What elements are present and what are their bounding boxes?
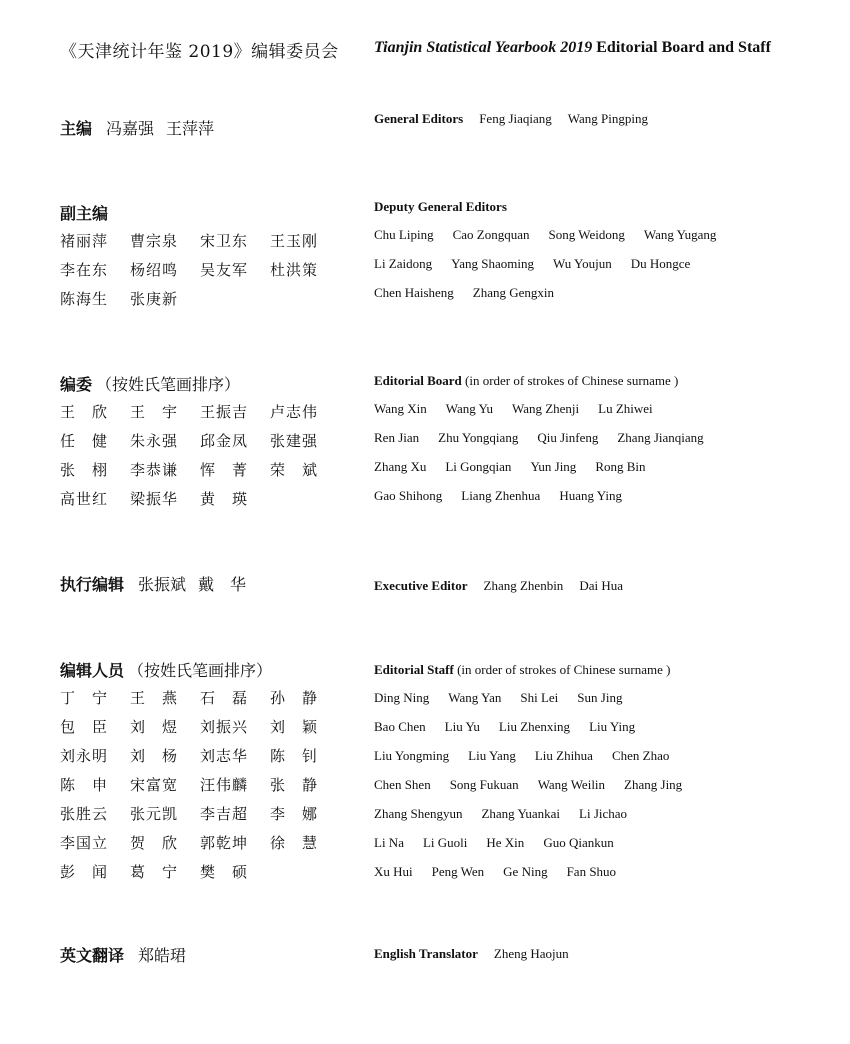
cn-name: 梁振华 <box>130 490 179 508</box>
cn-name-row <box>60 456 340 485</box>
cn-name: 戴 华 <box>198 575 247 594</box>
en-name: Sun Jing <box>577 690 623 705</box>
en-name: Zheng Haojun <box>493 946 569 961</box>
cn-name: 王 欣 <box>60 403 109 421</box>
en-general-editors-section <box>374 106 648 132</box>
en-name: Wang Weilin <box>537 777 606 792</box>
en-name: Wang Yugang <box>643 227 717 242</box>
cn-general-editors-section <box>60 116 226 142</box>
cn-name: 李 娜 <box>270 805 319 823</box>
en-name-row <box>374 220 735 249</box>
cn-name: 张庚新 <box>130 290 179 308</box>
en-name: Yang Shaoming <box>451 256 534 271</box>
en-executive-editor-section <box>374 573 623 599</box>
cn-name: 张元凯 <box>130 805 179 823</box>
en-name: Chu Liping <box>374 227 434 242</box>
en-title-yearbook: Tianjin Statistical Yearbook 2019 <box>374 39 593 56</box>
cn-name-row <box>60 427 340 456</box>
en-page-title <box>374 39 771 57</box>
en-deputy-editors-section <box>374 194 735 307</box>
cn-editorial-board-note: （按姓氏笔画排序） <box>96 375 241 394</box>
en-deputy-editors-title-line <box>374 194 735 220</box>
en-name: Li Na <box>374 835 404 850</box>
en-name: Peng Wen <box>431 864 485 879</box>
en-name: Bao Chen <box>374 719 426 734</box>
en-name: Zhang Yuankai <box>481 806 561 821</box>
cn-name: 恽 菁 <box>200 461 249 479</box>
en-name: Gao Shihong <box>374 488 443 503</box>
cn-name: 荣 斌 <box>270 461 319 479</box>
en-name: Xu Hui <box>374 864 413 879</box>
en-name: Song Weidong <box>548 227 625 242</box>
en-name: Chen Zhao <box>611 748 670 763</box>
cn-name-row <box>60 713 340 742</box>
cn-name: 陈海生 <box>60 290 109 308</box>
cn-name: 王 宇 <box>130 403 179 421</box>
en-general-editors-title: General Editors <box>374 111 464 126</box>
cn-name-row <box>60 742 340 771</box>
en-name: Qiu Jinfeng <box>537 430 599 445</box>
cn-name: 徐 慧 <box>270 834 319 852</box>
en-editorial-staff-title-line <box>374 657 701 683</box>
cn-name: 张建强 <box>270 432 319 450</box>
cn-editorial-board-section <box>60 372 340 514</box>
en-name: Wang Yan <box>448 690 502 705</box>
cn-name-row <box>60 256 340 285</box>
cn-general-editors-names <box>106 119 226 138</box>
en-name-row <box>374 481 723 510</box>
en-translator-line <box>374 941 569 967</box>
en-name-row <box>374 770 701 799</box>
cn-page-title: 《天津统计年鉴 2019》编辑委员会 <box>60 42 339 62</box>
cn-name: 彭 闻 <box>60 863 109 881</box>
cn-editorial-staff-section <box>60 658 340 887</box>
en-name: Li Gongqian <box>445 459 512 474</box>
en-name: Wu Youjun <box>552 256 612 271</box>
cn-name-row <box>60 771 340 800</box>
en-name: Wang Pingping <box>567 111 648 126</box>
en-name-row <box>374 712 701 741</box>
en-editorial-board-title: Editorial Board <box>374 373 462 388</box>
cn-name: 张振斌 <box>138 575 187 594</box>
en-name-row <box>374 452 723 481</box>
cn-name-row <box>60 485 340 514</box>
en-name-row <box>374 828 701 857</box>
en-name: Shi Lei <box>520 690 559 705</box>
cn-name: 宋卫东 <box>200 232 249 250</box>
cn-name: 张胜云 <box>60 805 109 823</box>
en-editorial-staff-title: Editorial Staff <box>374 662 454 677</box>
cn-name-row <box>60 858 340 887</box>
cn-name: 葛 宁 <box>130 863 179 881</box>
cn-name: 樊 硕 <box>200 863 249 881</box>
cn-deputy-editors-title: 副主编 <box>60 204 109 223</box>
en-name: Zhu Yongqiang <box>438 430 519 445</box>
cn-executive-editor-title: 执行编辑 <box>60 575 125 594</box>
cn-name: 冯嘉强 <box>106 119 155 138</box>
en-editorial-staff-section <box>374 657 701 886</box>
en-name: Zhang Jianqiang <box>617 430 704 445</box>
cn-name: 刘振兴 <box>200 718 249 736</box>
cn-name: 王萍萍 <box>166 119 215 138</box>
cn-name: 李吉超 <box>200 805 249 823</box>
en-name: Feng Jiaqiang <box>479 111 552 126</box>
en-translator-section <box>374 941 569 967</box>
en-name: Li Jichao <box>579 806 628 821</box>
cn-name: 汪伟麟 <box>200 776 249 794</box>
en-name-row <box>374 799 701 828</box>
cn-name: 包 臣 <box>60 718 109 736</box>
cn-name: 刘志华 <box>200 747 249 765</box>
en-name-row <box>374 278 735 307</box>
en-name: Guo Qiankun <box>543 835 614 850</box>
cn-name: 贺 欣 <box>130 834 179 852</box>
en-title-rest: Editorial Board and Staff <box>592 39 771 56</box>
cn-name: 卢志伟 <box>270 403 319 421</box>
en-name: Zhang Jing <box>624 777 683 792</box>
en-name: Chen Haisheng <box>374 285 454 300</box>
cn-name: 张 静 <box>270 776 319 794</box>
en-name-row <box>374 423 723 452</box>
cn-editorial-staff-note: （按姓氏笔画排序） <box>128 661 273 680</box>
en-name: Cao Zongquan <box>452 227 530 242</box>
en-name: Huang Ying <box>559 488 623 503</box>
cn-name: 刘 煜 <box>130 718 179 736</box>
en-name: Ge Ning <box>503 864 548 879</box>
en-name: Wang Zhenji <box>511 401 580 416</box>
cn-name: 黄 瑛 <box>200 490 249 508</box>
en-editorial-staff-note: (in order of strokes of Chinese surname ) <box>453 662 671 677</box>
en-name: Li Guoli <box>422 835 468 850</box>
cn-name: 郭乾坤 <box>200 834 249 852</box>
en-executive-editor-line <box>374 573 623 599</box>
cn-name-row <box>60 800 340 829</box>
cn-name-row <box>60 285 340 314</box>
en-name: Zhang Xu <box>374 459 427 474</box>
cn-executive-editor-section <box>60 572 258 598</box>
en-name: Ding Ning <box>374 690 430 705</box>
cn-name: 刘 颖 <box>270 718 319 736</box>
cn-general-editors-line <box>60 116 226 142</box>
cn-executive-editor-names <box>138 575 258 594</box>
en-name: Chen Shen <box>374 777 431 792</box>
en-name: Fan Shuo <box>566 864 617 879</box>
cn-name: 高世红 <box>60 490 109 508</box>
cn-editorial-board-title: 编委 <box>60 375 93 394</box>
cn-name: 陈 申 <box>60 776 109 794</box>
cn-editorial-staff-title-line <box>60 658 340 684</box>
cn-name: 陈 钊 <box>270 747 319 765</box>
cn-editorial-staff-title: 编辑人员 <box>60 661 125 680</box>
cn-name-row <box>60 398 340 427</box>
cn-name: 李国立 <box>60 834 109 852</box>
cn-translator-title: 英文翻译 <box>60 946 125 965</box>
cn-name: 朱永强 <box>130 432 179 450</box>
en-editorial-board-title-line <box>374 368 723 394</box>
en-name: Lu Zhiwei <box>598 401 653 416</box>
cn-name: 刘永明 <box>60 747 109 765</box>
en-name: He Xin <box>486 835 525 850</box>
cn-deputy-editors-section <box>60 201 340 314</box>
cn-name-row <box>60 684 340 713</box>
en-name: Yun Jing <box>530 459 577 474</box>
cn-translator-names <box>138 946 198 965</box>
cn-name: 曹宗泉 <box>130 232 179 250</box>
cn-name: 王 燕 <box>130 689 179 707</box>
en-editorial-board-note: (in order of strokes of Chinese surname ) <box>461 373 679 388</box>
en-name: Liu Yu <box>444 719 480 734</box>
cn-name: 邱金凤 <box>200 432 249 450</box>
en-name: Du Hongce <box>630 256 691 271</box>
cn-name: 石 磊 <box>200 689 249 707</box>
en-name: Zhang Shengyun <box>374 806 463 821</box>
cn-name: 宋富宽 <box>130 776 179 794</box>
en-executive-editor-title: Executive Editor <box>374 578 468 593</box>
en-general-editors-line <box>374 106 648 132</box>
cn-translator-line <box>60 943 198 969</box>
en-name: Zhang Gengxin <box>472 285 555 300</box>
cn-name: 王振吉 <box>200 403 249 421</box>
cn-editorial-board-title-line <box>60 372 340 398</box>
en-name: Liu Yang <box>468 748 516 763</box>
en-editorial-board-section <box>374 368 723 510</box>
cn-name: 刘 杨 <box>130 747 179 765</box>
en-name: Li Zaidong <box>374 256 433 271</box>
en-name: Rong Bin <box>595 459 646 474</box>
en-deputy-editors-title: Deputy General Editors <box>374 199 507 214</box>
en-name: Wang Xin <box>374 401 427 416</box>
cn-name: 王玉刚 <box>270 232 319 250</box>
cn-name: 张 栩 <box>60 461 109 479</box>
en-name: Liang Zhenhua <box>461 488 541 503</box>
cn-general-editors-title: 主编 <box>60 119 93 138</box>
en-name-row <box>374 394 723 423</box>
cn-name-row <box>60 227 340 256</box>
en-name: Liu Yongming <box>374 748 450 763</box>
en-name: Zhang Zhenbin <box>483 578 564 593</box>
en-name: Wang Yu <box>445 401 493 416</box>
en-name: Liu Zhihua <box>534 748 593 763</box>
cn-translator-section <box>60 943 198 969</box>
cn-name-row <box>60 829 340 858</box>
cn-name: 丁 宁 <box>60 689 109 707</box>
cn-name: 杨绍鸣 <box>130 261 179 279</box>
en-name: Liu Zhenxing <box>498 719 571 734</box>
en-translator-title: English Translator <box>374 946 478 961</box>
en-name: Liu Ying <box>589 719 636 734</box>
cn-executive-editor-line <box>60 572 258 598</box>
en-name: Dai Hua <box>579 578 623 593</box>
cn-name: 郑皓珺 <box>138 946 187 965</box>
en-name: Ren Jian <box>374 430 420 445</box>
cn-name: 任 健 <box>60 432 109 450</box>
cn-name: 李在东 <box>60 261 109 279</box>
en-name-row <box>374 857 701 886</box>
cn-name: 孙 静 <box>270 689 319 707</box>
en-name-row <box>374 741 701 770</box>
cn-name: 李恭谦 <box>130 461 179 479</box>
en-name-row <box>374 683 701 712</box>
cn-name: 吴友军 <box>200 261 249 279</box>
cn-name: 杜洪策 <box>270 261 319 279</box>
cn-name: 褚丽萍 <box>60 232 109 250</box>
en-name-row <box>374 249 735 278</box>
en-name: Song Fukuan <box>449 777 519 792</box>
cn-deputy-editors-title-line <box>60 201 340 227</box>
